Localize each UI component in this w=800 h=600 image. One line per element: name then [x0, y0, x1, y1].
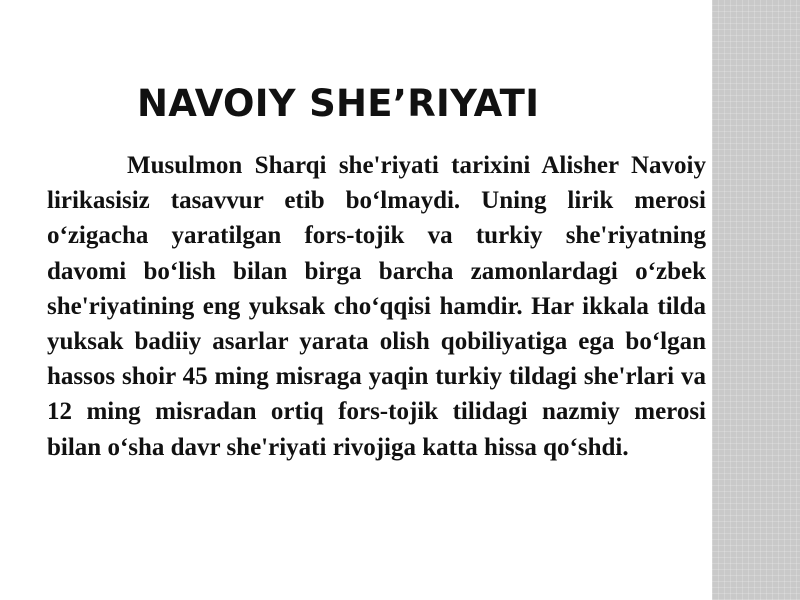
- slide-title: NAVOIY SHE’RIYATI: [137, 82, 540, 125]
- decorative-side-strip: [712, 0, 800, 600]
- body-paragraph: Musulmon Sharqi she'riyati tarixini Alisher Navoiy lirikasisiz tasavvur etib bo‘lmaydi. Uning lirik merosi o‘zigacha yaratilgan fors-tojik va turkiy she'riyatning davomi bo‘lish bilan birga barcha zamonlardagi o‘zbek she'riyatining eng yuksak cho‘qqisi hamdir. Har ikkala tilda yuksak badiiy asarlar yarata olish qobiliyatiga ega bo‘lgan hassos shoir 45 ming misraga yaqin turkiy tildagi she'rlari va 12 ming misradan ortiq fors-tojik tilidagi nazmiy merosi bilan o‘sha davr she'riyati rivojiga katta hissa qo‘shdi.: [47, 152, 706, 461]
